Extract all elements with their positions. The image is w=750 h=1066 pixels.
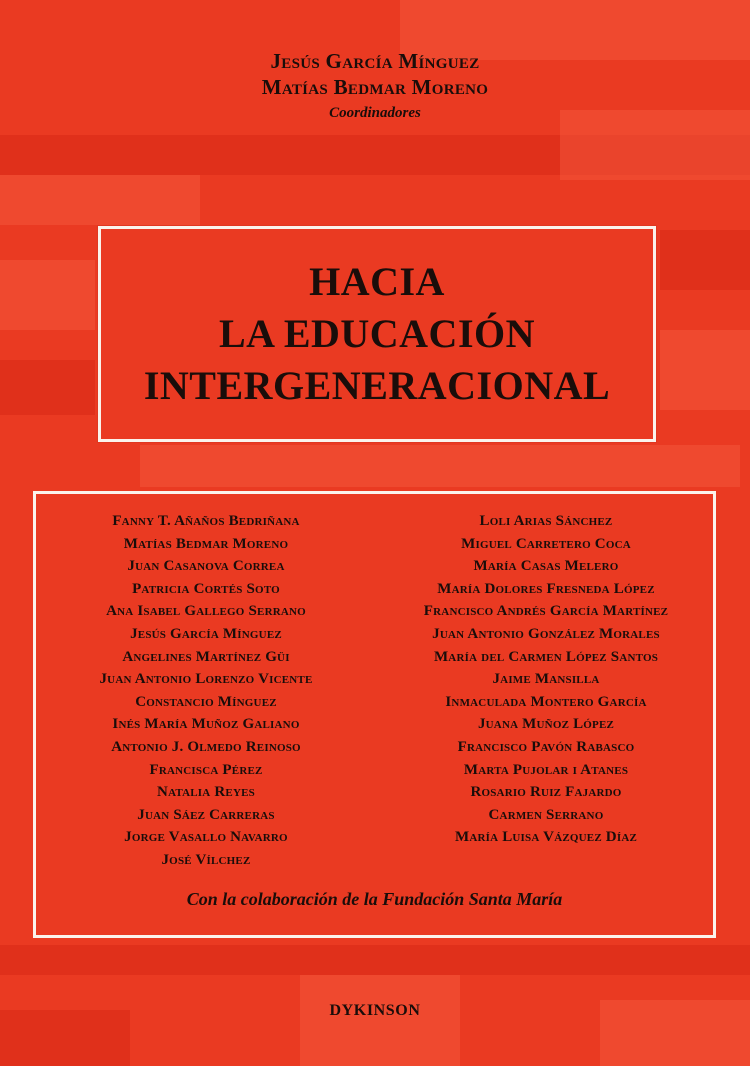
pattern-block (660, 230, 750, 290)
author-name: Juan Sáez Carreras (137, 806, 275, 823)
author-name: Francisco Andrés García Martínez (423, 603, 669, 620)
author-name: Inés María Muñoz Galiano (112, 716, 300, 733)
author-name: Jaime Mansilla (492, 671, 600, 688)
author-name: María del Carmen López Santos (433, 648, 659, 665)
author-name: Juana Muñoz López (477, 716, 615, 733)
collaboration-note: Con la colaboración de la Fundación Santa María (186, 889, 563, 909)
title-frame (98, 226, 656, 442)
author-name: Matías Bedmar Moreno (123, 535, 289, 552)
author-name: María Luisa Vázquez Díaz (454, 829, 638, 846)
author-name: Jesús García Mínguez (130, 625, 282, 642)
author-name: Angelines Martínez Güi (122, 648, 290, 665)
author-name: Antonio J. Olmedo Reinoso (111, 738, 301, 755)
pattern-block (0, 360, 95, 415)
publisher-name: DYKINSON (329, 1002, 421, 1019)
author-name: Juan Casanova Correa (127, 558, 285, 575)
author-name: Rosario Ruiz Fajardo (470, 784, 622, 801)
pattern-block (300, 975, 460, 1066)
author-name: Inmaculada Montero García (445, 693, 647, 710)
book-title-line: HACIA (309, 259, 445, 304)
coordinator-role: Coordinadores (329, 105, 421, 121)
author-name: Francisca Pérez (149, 761, 263, 778)
authors-column-left (36, 510, 376, 872)
authors-column-right (376, 510, 716, 849)
author-name: Loli Arias Sánchez (479, 513, 613, 529)
pattern-block (0, 945, 750, 975)
author-name: María Dolores Fresneda López (437, 580, 655, 597)
author-name: Marta Pujolar i Atanes (463, 761, 629, 778)
pattern-block (0, 260, 95, 330)
author-name: Juan Antonio González Morales (432, 625, 660, 642)
author-name: Constancio Mínguez (135, 693, 277, 710)
book-title-line: LA EDUCACIÓN (218, 311, 536, 356)
pattern-block (660, 330, 750, 410)
coordinators-block (0, 48, 750, 124)
author-name: María Casas Melero (473, 558, 619, 575)
author-name: Ana Isabel Gallego Serrano (106, 603, 306, 620)
author-name: Francisco Pavón Rabasco (457, 738, 635, 755)
author-name: Jorge Vasallo Navarro (124, 829, 288, 846)
author-name: José Vílchez (161, 851, 251, 868)
authors-frame (33, 491, 716, 938)
author-name: Miguel Carretero Coca (461, 535, 631, 552)
author-name: Carmen Serrano (488, 806, 604, 823)
author-name: Patricia Cortés Soto (132, 580, 280, 597)
pattern-block (140, 445, 740, 487)
book-title-line: INTERGENERACIONAL (143, 363, 611, 408)
coordinator-name: Matías Bedmar Moreno (261, 75, 489, 99)
author-name: Juan Antonio Lorenzo Vicente (99, 671, 313, 688)
pattern-block (0, 175, 200, 225)
author-name: Fanny T. Añaños Bedriñana (112, 513, 300, 529)
coordinator-name: Jesús García Mínguez (270, 49, 480, 73)
author-name: Natalia Reyes (157, 784, 255, 801)
